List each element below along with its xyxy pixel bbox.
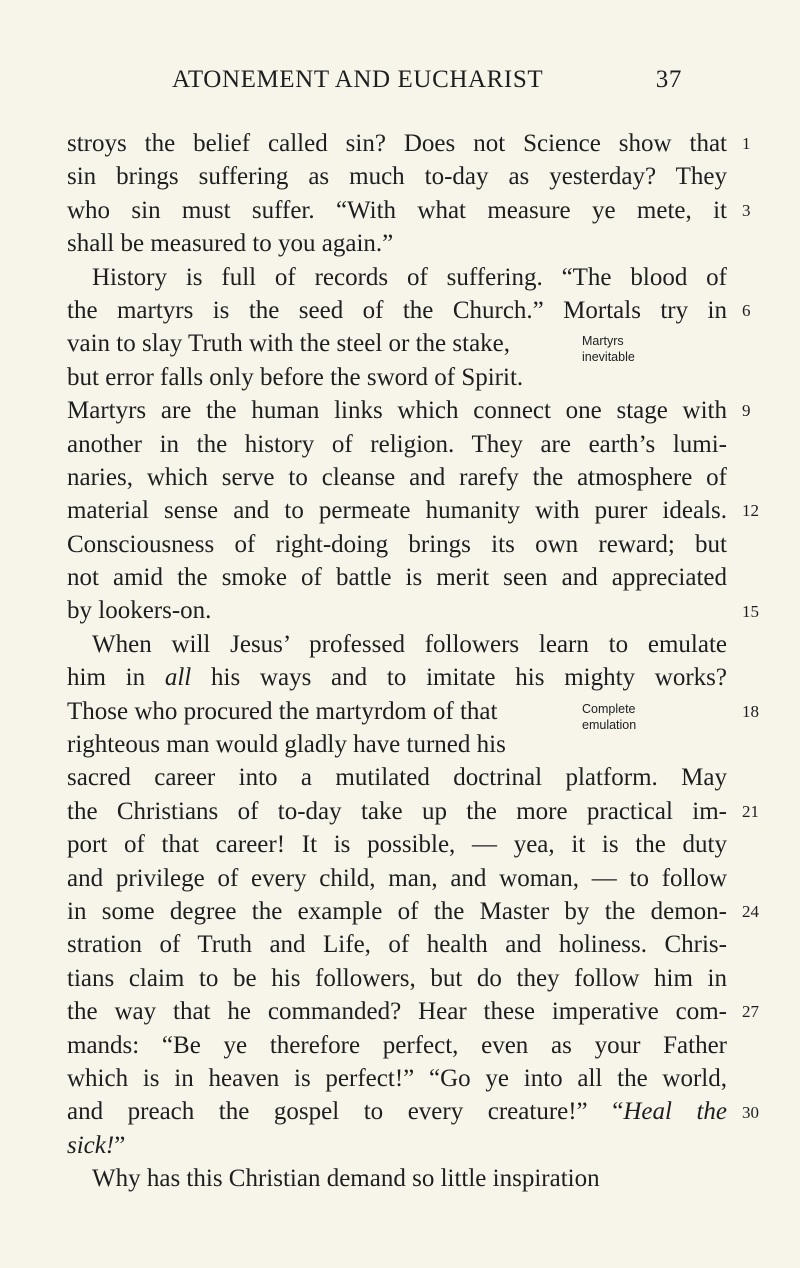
text-line: When will Jesus’ professed followers learn to emulate (92, 630, 727, 658)
text-line: not amid the smoke of battle is merit seen and appreciated (67, 564, 727, 592)
line-number: 1 (742, 134, 751, 153)
text-line: naries, which serve to cleanse and rarefy the atmosphere of (67, 463, 727, 491)
text-line: and privilege of every child, man, and woman, — to follow (67, 864, 727, 892)
text-line: History is full of records of suffering. “The blood of (92, 263, 727, 291)
text-line: Why has this Christian demand so little inspiration (92, 1165, 600, 1193)
text-line: material sense and to permeate humanity with purer ideals. (67, 497, 727, 525)
text-line: stroys the belief called sin? Does not Science show that (67, 130, 727, 157)
page-number: 37 (655, 66, 682, 93)
line-number: 30 (742, 1102, 759, 1122)
text-line: sick!” (67, 1131, 126, 1159)
text-line: Martyrs are the human links which connect one stage with (67, 397, 727, 425)
text-line: stration of Truth and Life, of health and holiness. Chris- (67, 931, 727, 959)
text-line: by lookers-on. (67, 597, 212, 625)
text-line: sin brings suffering as much to-day as yesterday? They (67, 163, 727, 191)
line-number: 24 (742, 902, 759, 922)
text-line: vain to slay Truth with the steel or the stake, (67, 330, 511, 358)
line-number: 6 (742, 301, 751, 320)
line-number: 9 (742, 401, 751, 421)
text-line: sacred career into a mutilated doctrinal platform. May (67, 764, 727, 792)
text-line: the martyrs is the seed of the Church.” Mortals try in (67, 296, 727, 324)
line-number: 15 (742, 601, 759, 621)
text-line: tians claim to be his followers, but do they follow him in (67, 964, 727, 992)
text-line: shall be measured to you again.” (67, 230, 394, 258)
line-number: 18 (742, 701, 759, 721)
running-header (172, 66, 682, 94)
text-line: another in the history of religion. They are earth’s lumi- (67, 430, 727, 458)
marginal-note: Martyrs inevitable (582, 334, 635, 365)
text-line: port of that career! It is possible, — yea, it is the duty (67, 831, 727, 859)
running-title: ATONEMENT AND EUCHARIST (172, 66, 544, 93)
line-number: 27 (742, 1002, 759, 1022)
text-line: the Christians of to-day take up the more practical im- (67, 797, 727, 825)
body-text (67, 127, 727, 1196)
text-line: who sin must suffer. “With what measure ye mete, it (67, 196, 727, 224)
text-line: Those who procured the martyrdom of that (67, 697, 498, 725)
marginal-note: Complete emulation (582, 701, 637, 732)
text-line: the way that he commanded? Hear these imperative com- (67, 998, 727, 1026)
line-number: 3 (742, 200, 751, 220)
text-line: mands: “Be ye therefore perfect, even as your Father (67, 1031, 727, 1059)
text-line: which is in heaven is perfect!” “Go ye into all the world, (67, 1064, 727, 1092)
text-line: but error falls only before the sword of Spirit. (67, 363, 524, 391)
text-line: and preach the gospel to every creature!” “Heal the (67, 1098, 727, 1126)
text-line: Consciousness of right-doing brings its own reward; but (67, 530, 727, 558)
line-number: 12 (742, 501, 759, 521)
text-line: him in all his ways and to imitate his mighty works? (67, 664, 727, 692)
text-line: righteous man would gladly have turned his (67, 731, 506, 759)
text-line: in some degree the example of the Master by the demon- (67, 897, 727, 925)
line-number: 21 (742, 802, 759, 821)
